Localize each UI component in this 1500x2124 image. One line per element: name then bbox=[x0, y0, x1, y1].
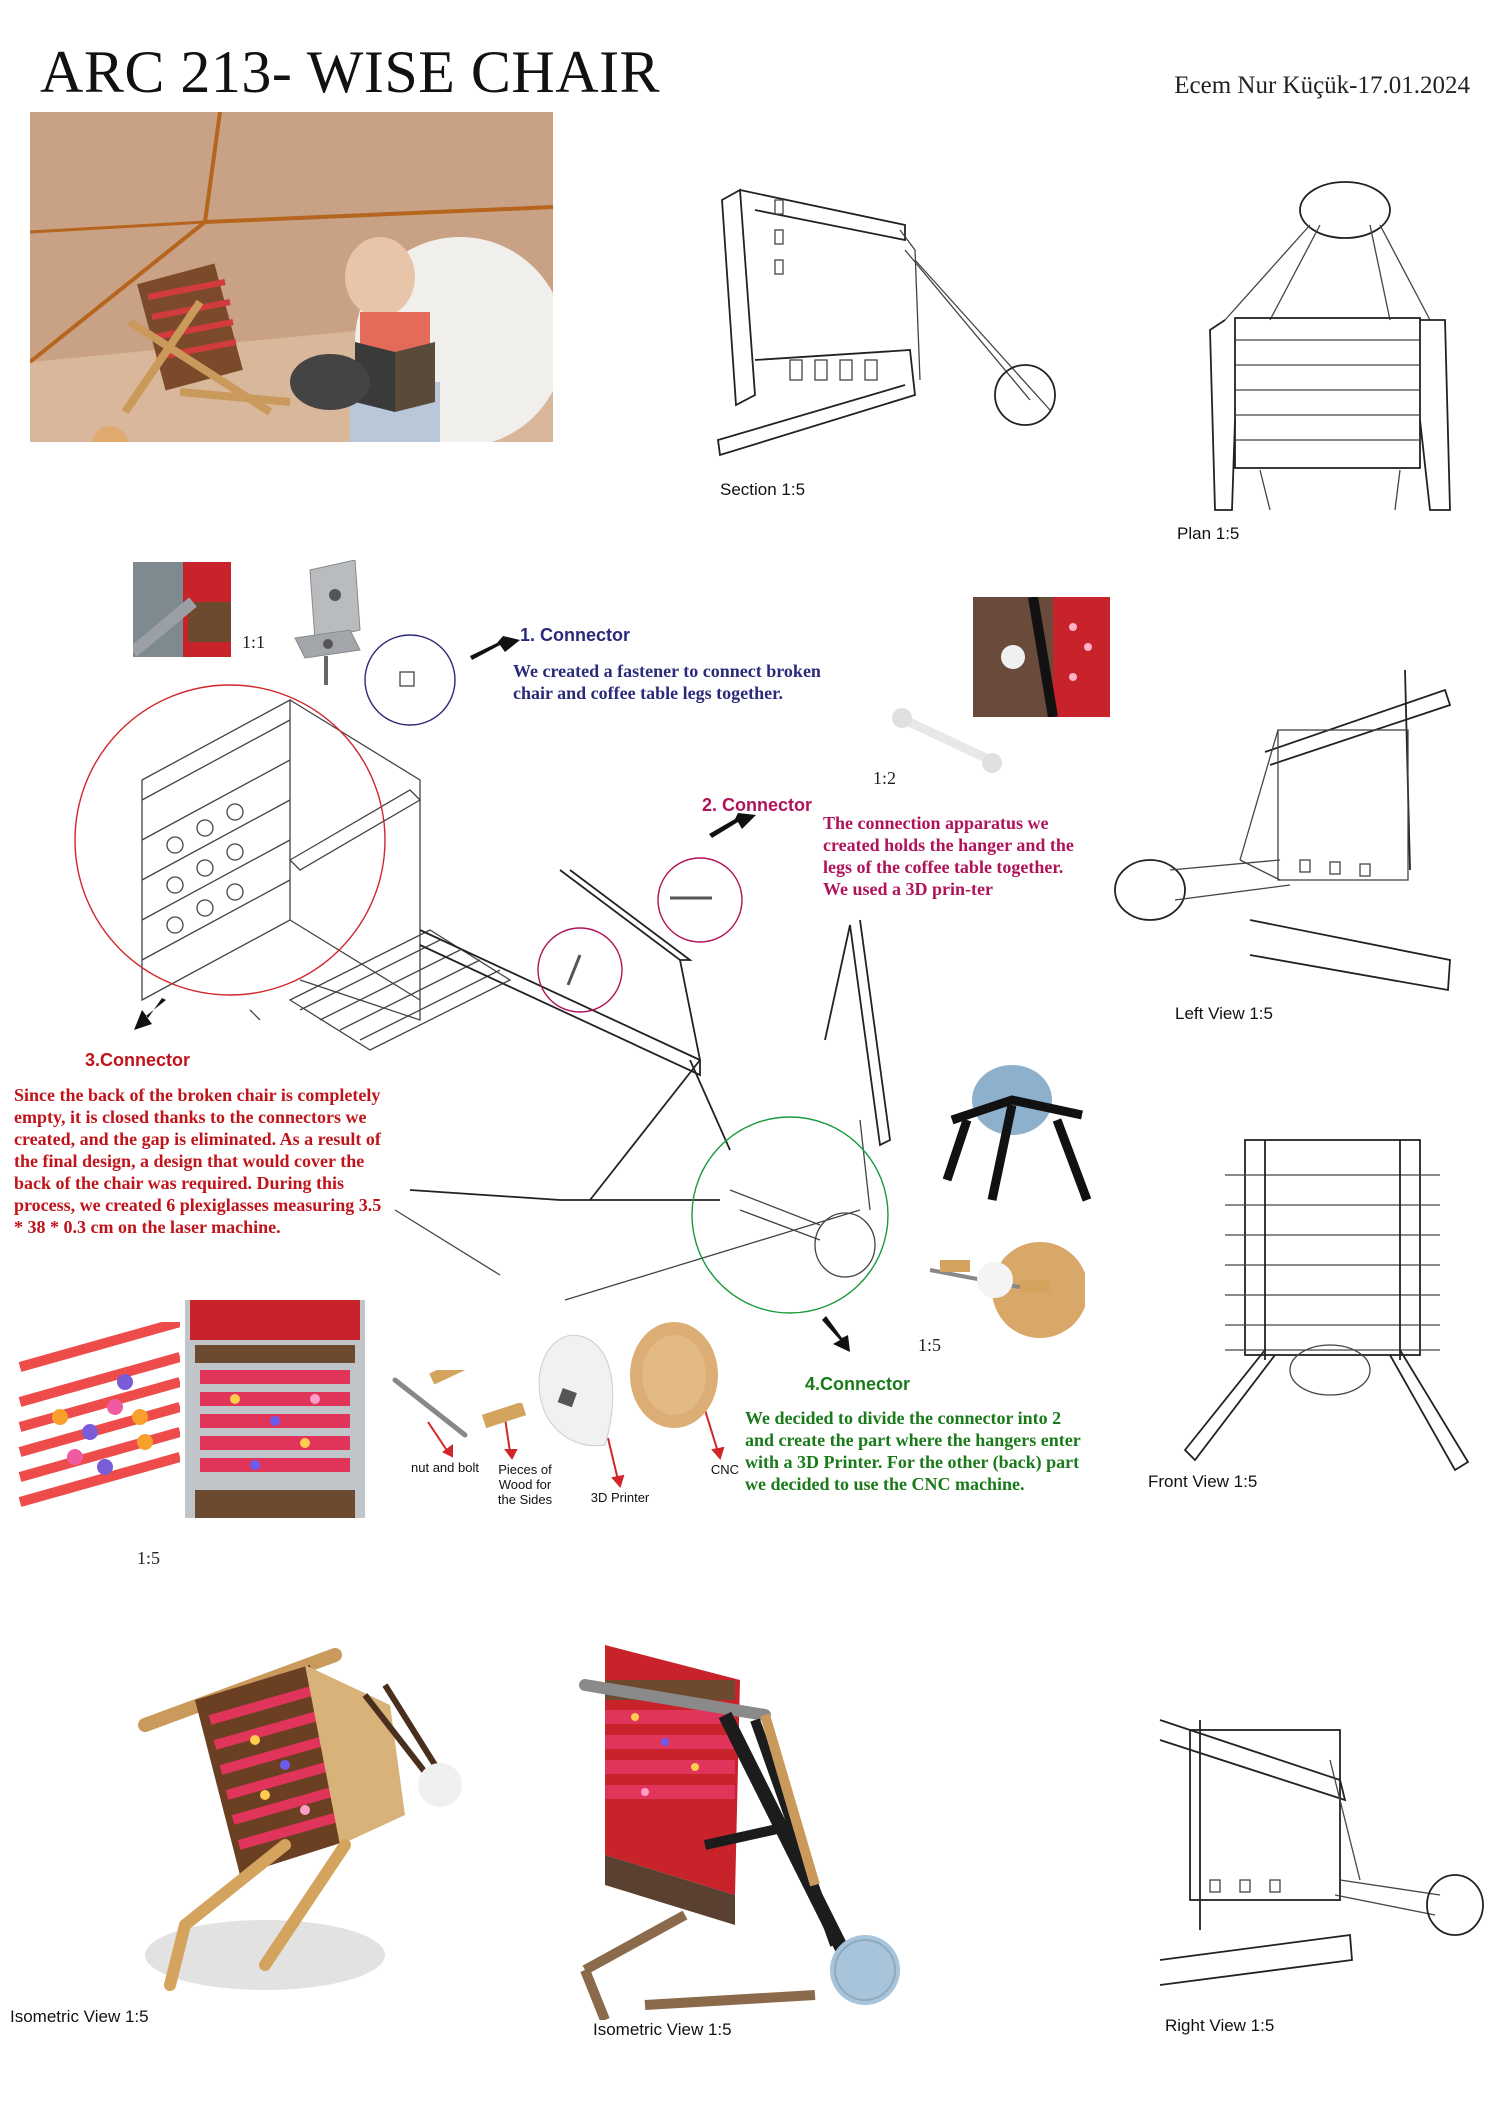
author-date: Ecem Nur Küçük-17.01.2024 bbox=[1174, 72, 1470, 99]
chair-back-photo bbox=[185, 1300, 365, 1518]
connector-2a-part bbox=[568, 955, 580, 985]
3d-printer-label: 3D Printer bbox=[590, 1490, 650, 1505]
connector-4-render bbox=[925, 1235, 1085, 1340]
connector-4-photo bbox=[937, 1060, 1092, 1210]
isometric-render-2 bbox=[565, 1625, 945, 2020]
plexiglass-render bbox=[15, 1322, 180, 1517]
callout-circle-4 bbox=[692, 1117, 888, 1313]
arrow-icon bbox=[470, 636, 520, 660]
connector-4-part bbox=[815, 1213, 875, 1277]
connector-3-title: 3.Connector bbox=[85, 1050, 191, 1070]
printed-part-render bbox=[535, 1335, 620, 1450]
connector-1-part bbox=[400, 672, 414, 686]
left-view-caption: Left View 1:5 bbox=[1175, 1004, 1273, 1023]
isometric-render-1 bbox=[135, 1625, 495, 2005]
fastener-render bbox=[290, 560, 380, 685]
connector-3-text: Since the back of the broken chair is completely empty, it is closed thanks to the connectors we created, and the gap is eliminated. As a result of the final design, a design that would cover the back of the chair was required. During this process, we created 6 plexiglasses measuring 3.5 * 38 * 0.3 cm on the laser machine. bbox=[14, 1085, 382, 1237]
front-view-drawing bbox=[1185, 1140, 1468, 1470]
section-caption: Section 1:5 bbox=[720, 480, 806, 499]
arrow-icon bbox=[709, 813, 756, 838]
connector-2-render bbox=[890, 705, 1005, 775]
page-title: ARC 213- WISE CHAIR bbox=[40, 39, 661, 105]
right-view-drawing bbox=[1160, 1720, 1483, 1985]
plan-caption: Plan 1:5 bbox=[1177, 524, 1240, 543]
connector-4-title: 4.Connector bbox=[805, 1374, 911, 1394]
plan-drawing bbox=[1210, 182, 1450, 510]
callout-circle-2b bbox=[658, 858, 742, 942]
scale-1-5-b: 1:5 bbox=[918, 1335, 942, 1355]
iso-view-1-caption: Isometric View 1:5 bbox=[10, 2007, 149, 2026]
wood-side-render bbox=[480, 1403, 530, 1433]
right-view-caption: Right View 1:5 bbox=[1165, 2016, 1275, 2035]
iso-view-2-caption: Isometric View 1:5 bbox=[593, 2020, 732, 2039]
arrow-icon bbox=[822, 1316, 850, 1352]
cnc-part-render bbox=[628, 1320, 720, 1430]
nut-bolt-label: nut and bolt bbox=[411, 1460, 479, 1475]
connector-1-title: 1. Connector bbox=[520, 625, 631, 645]
connector-1-photo bbox=[133, 562, 231, 657]
front-view-caption: Front View 1:5 bbox=[1148, 1472, 1258, 1491]
scale-1-2: 1:2 bbox=[873, 768, 897, 788]
arrow-icon bbox=[134, 998, 166, 1030]
connector-2-title: 2. Connector bbox=[702, 795, 813, 815]
section-drawing bbox=[718, 190, 1055, 455]
connector-4-text: We decided to divide the connector into 2 and create the part where the hangers enter with a 3D Printer. For the other (back) part we decided to use the CNC machine. bbox=[745, 1408, 1081, 1494]
nut-bolt-render bbox=[390, 1370, 480, 1440]
connector-2-photo bbox=[973, 597, 1110, 717]
connector-1-text: We created a fastener to connect broken chair and coffee table legs together. bbox=[513, 661, 821, 703]
left-view-drawing bbox=[1115, 670, 1450, 990]
callout-circle-2a bbox=[538, 928, 622, 1012]
callout-circle-3 bbox=[75, 685, 385, 995]
scale-1-5-a: 1:5 bbox=[137, 1548, 161, 1568]
scale-1-1: 1:1 bbox=[242, 632, 266, 652]
cnc-label: CNC bbox=[710, 1462, 740, 1477]
connector-2-text: The connection apparatus we created holds the hanger and the legs of the coffee table together. We used a 3D prin-ter bbox=[823, 813, 1074, 899]
wood-sides-label: Pieces of Wood for the Sides bbox=[497, 1462, 553, 1507]
